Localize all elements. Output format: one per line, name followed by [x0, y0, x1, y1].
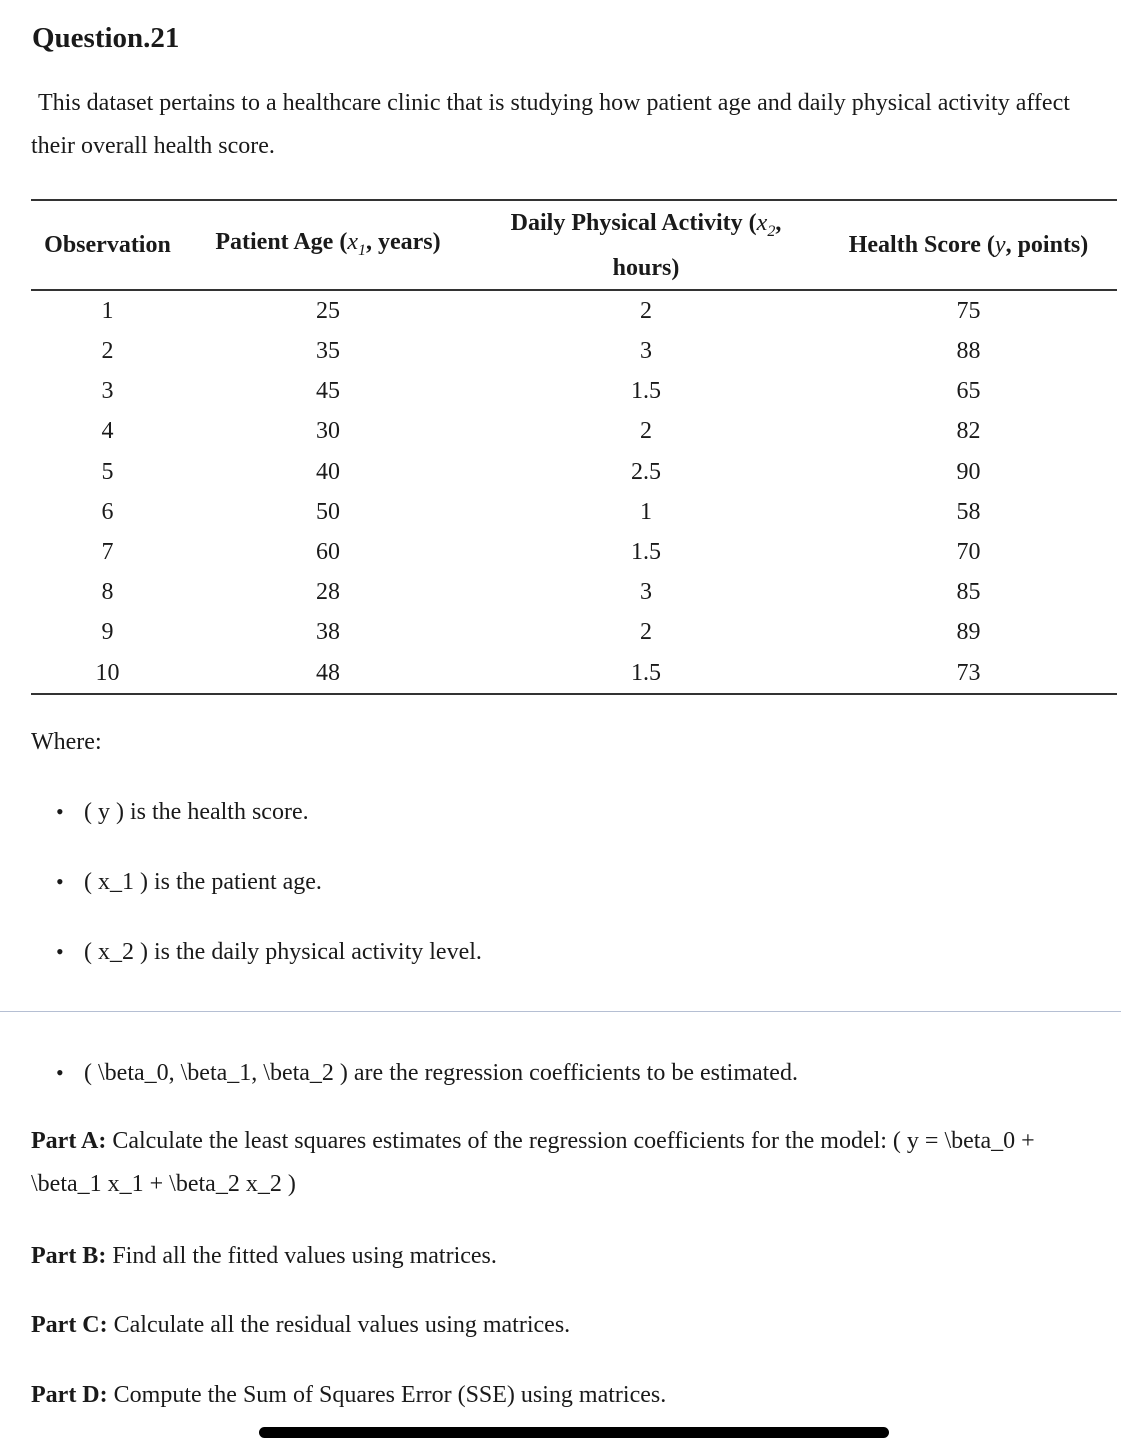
cell-activity: 1: [640, 498, 652, 525]
bullet-dot-icon: •: [56, 869, 64, 894]
table-row: [31, 452, 1117, 492]
table-row: [31, 331, 1117, 371]
table-body: [31, 290, 1117, 694]
header-activity-sub: 2: [767, 222, 776, 240]
header-health-prefix: Health Score (: [848, 232, 995, 259]
question-title: Question.21: [32, 22, 180, 54]
cell-activity: 1.5: [631, 378, 661, 405]
cell-activity: 1.5: [631, 539, 661, 566]
bullet-dot-icon: •: [56, 939, 64, 964]
part-c-label: Part C:: [31, 1312, 108, 1338]
cell-activity: 3: [640, 338, 652, 365]
bullet-text: ( y ) is the health score.: [84, 799, 309, 825]
header-health-suffix: , points): [1005, 232, 1089, 259]
cell-activity: 1.5: [631, 659, 661, 686]
header-observation: Observation: [44, 232, 171, 259]
cell-score: 90: [956, 458, 981, 485]
bullet-item: [56, 932, 482, 972]
header-age-suffix: , years): [365, 228, 441, 255]
bullet-text: ( \beta_0, \beta_1, \beta_2 ) are the regression coefficients to be estimated.: [84, 1060, 798, 1086]
table-row: [31, 532, 1117, 572]
cell-activity: 3: [640, 579, 652, 606]
cell-observation: 6: [101, 498, 114, 525]
table-row: [31, 411, 1117, 451]
part-b-text: Find all the fitted values using matrices.: [112, 1243, 497, 1269]
table-row: [31, 652, 1117, 693]
part-a: [31, 1120, 1071, 1206]
cell-score: 58: [956, 498, 981, 525]
part-d: [31, 1374, 666, 1417]
cell-activity: 2: [640, 418, 652, 445]
cell-score: 75: [956, 297, 981, 324]
header-daily-activity: [472, 200, 820, 290]
header-activity-var: x: [756, 210, 768, 236]
bullet-text: ( x_2 ) is the daily physical activity level.: [84, 939, 482, 965]
cell-score: 70: [956, 539, 981, 566]
cell-score: 88: [956, 338, 981, 365]
cell-age: 25: [316, 297, 340, 324]
part-b-label: Part B:: [31, 1243, 107, 1269]
cell-age: 45: [316, 378, 340, 405]
table-header-row: [31, 200, 1117, 290]
cell-age: 50: [316, 498, 340, 525]
question-intro: This dataset pertains to a healthcare clinic that is studying how patient age and daily physical activity affect their overall health score.: [31, 90, 1070, 159]
table-row: [31, 612, 1117, 652]
cell-activity: 2: [640, 297, 652, 324]
cell-score: 73: [956, 659, 981, 686]
header-health-score: [820, 200, 1117, 290]
cell-score: 85: [956, 579, 981, 606]
bullet-item: [56, 792, 309, 832]
cell-age: 40: [316, 458, 340, 485]
cell-score: 82: [956, 418, 981, 445]
cell-age: 48: [316, 659, 340, 686]
cell-observation: 8: [101, 579, 114, 606]
header-age-prefix: Patient Age (: [215, 228, 348, 255]
part-c: [31, 1304, 570, 1347]
home-indicator[interactable]: [259, 1427, 889, 1438]
table-row: [31, 290, 1117, 331]
cell-score: 89: [956, 619, 981, 646]
cell-observation: 1: [101, 297, 114, 324]
cell-observation: 5: [101, 458, 114, 485]
table-row: [31, 492, 1117, 532]
bullet-item: [56, 1053, 798, 1093]
header-patient-age: [184, 200, 472, 290]
cell-age: 60: [316, 539, 340, 566]
cell-age: 28: [316, 579, 340, 606]
cell-age: 30: [316, 418, 340, 445]
cell-observation: 3: [101, 378, 114, 405]
part-c-text: Calculate all the residual values using matrices.: [113, 1312, 571, 1338]
bullet-item: [56, 862, 322, 902]
part-a-label: Part A:: [31, 1128, 107, 1154]
header-age-sub: 1: [357, 241, 366, 259]
cell-activity: 2: [640, 619, 652, 646]
data-table: [31, 199, 1117, 695]
part-d-label: Part D:: [31, 1382, 108, 1408]
bullet-dot-icon: •: [56, 799, 64, 824]
cell-observation: 9: [101, 619, 114, 646]
cell-observation: 4: [101, 418, 114, 445]
cell-score: 65: [956, 378, 981, 405]
table-row: [31, 371, 1117, 411]
cell-observation: 7: [101, 539, 114, 566]
part-b: [31, 1235, 497, 1278]
cell-observation: 2: [101, 338, 114, 365]
cell-age: 35: [316, 338, 340, 365]
cell-age: 38: [316, 619, 340, 646]
bullet-dot-icon: •: [56, 1060, 64, 1085]
page-divider: [0, 1011, 1121, 1012]
header-health-var: y: [994, 232, 1006, 259]
header-activity-prefix: Daily Physical Activity (: [510, 210, 757, 236]
cell-activity: 2.5: [631, 458, 661, 485]
where-label: Where:: [31, 729, 102, 755]
part-d-text: Compute the Sum of Squares Error (SSE) using matrices.: [113, 1382, 667, 1408]
cell-observation: 10: [95, 659, 120, 686]
header-activity-suffix: , hours): [612, 210, 782, 281]
bullet-text: ( x_1 ) is the patient age.: [84, 869, 322, 895]
header-age-var: x: [347, 228, 358, 255]
part-a-text: Calculate the least squares estimates of the regression coefficients for the model: ( y = \beta_0 + \beta_1 x_1 + \beta_2 x_2 ): [31, 1128, 1035, 1197]
table-row: [31, 572, 1117, 612]
